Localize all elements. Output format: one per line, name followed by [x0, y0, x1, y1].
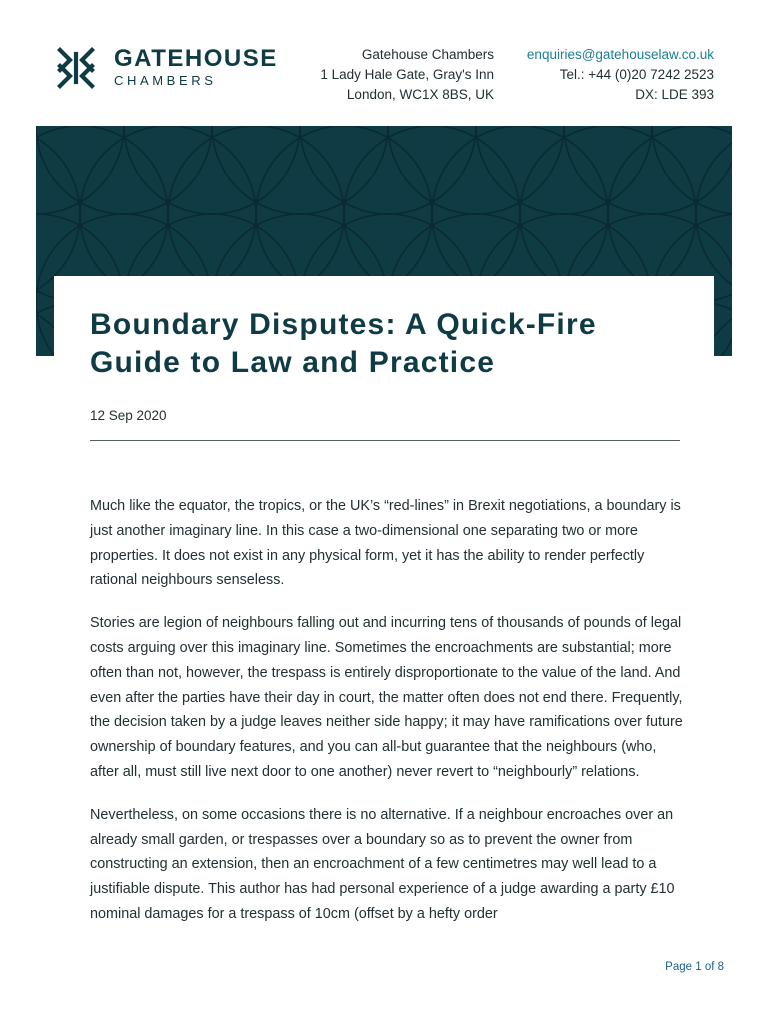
paragraph: Much like the equator, the tropics, or the UK’s “red-lines” in Brexit negotiations, a boundary is just another imaginary line. In this case a two-dimensional one separating two or more properties. It does not exist in any physical form, yet it has the ability to render perfectly rational neighbours senseless.: [90, 498, 681, 589]
address-block: [320, 45, 494, 105]
email-link[interactable]: enquiries@gatehouselaw.co.uk: [526, 47, 714, 62]
telephone: Tel.: +44 (0)20 7242 2523: [559, 67, 714, 82]
logo-name: GATEHOUSE: [114, 44, 278, 72]
address-line-3: London, WC1X 8BS, UK: [346, 87, 494, 102]
contact-block: [527, 45, 714, 105]
article-title: Boundary Disputes: A Quick-Fire Guide to Law and Practice: [90, 308, 597, 379]
paragraph: Nevertheless, on some occasions there is no alternative. If a neighbour encroaches over an already small garden, or trespasses over a boundary so as to prevent the owner from constructing an extension, then an encroachment of a few centimetres may well lead to a justifiable dispute. This author has had personal experience of a judge awarding a party £10 nominal damages for a trespass of 10cm (offset by a hefty order: [90, 806, 675, 922]
dx-number: DX: LDE 393: [635, 87, 714, 102]
address-line-2: 1 Lady Hale Gate, Gray's Inn: [320, 67, 494, 82]
paragraph: Stories are legion of neighbours falling out and incurring tens of thousands of pounds of legal costs arguing over this imaginary line. Sometimes the encroachments are substantial; more often than not, however, the trespass is entirely disproportionate to the value of the land. And even after the parties have their day in court, the matter often does not end there. Frequently, the decision taken by a judge leaves neither side happy; it may have ramifications over future ownership of boundary features, and you can all-but guarantee that the neighbours (who, after all, must still live next door to one another) never revert to “neighbourly” relations.: [90, 615, 683, 780]
article-body: [90, 494, 684, 945]
article-date: 12 Sep 2020: [90, 408, 167, 423]
gatehouse-logo: [52, 43, 278, 93]
title-divider: [90, 440, 680, 441]
page-number: Page 1 of 8: [665, 961, 724, 973]
article-card: [54, 276, 714, 1024]
address-line-1: Gatehouse Chambers: [361, 47, 494, 62]
gatehouse-chevron-mark-icon: [52, 44, 100, 92]
logo-subtitle: CHAMBERS: [114, 72, 217, 88]
